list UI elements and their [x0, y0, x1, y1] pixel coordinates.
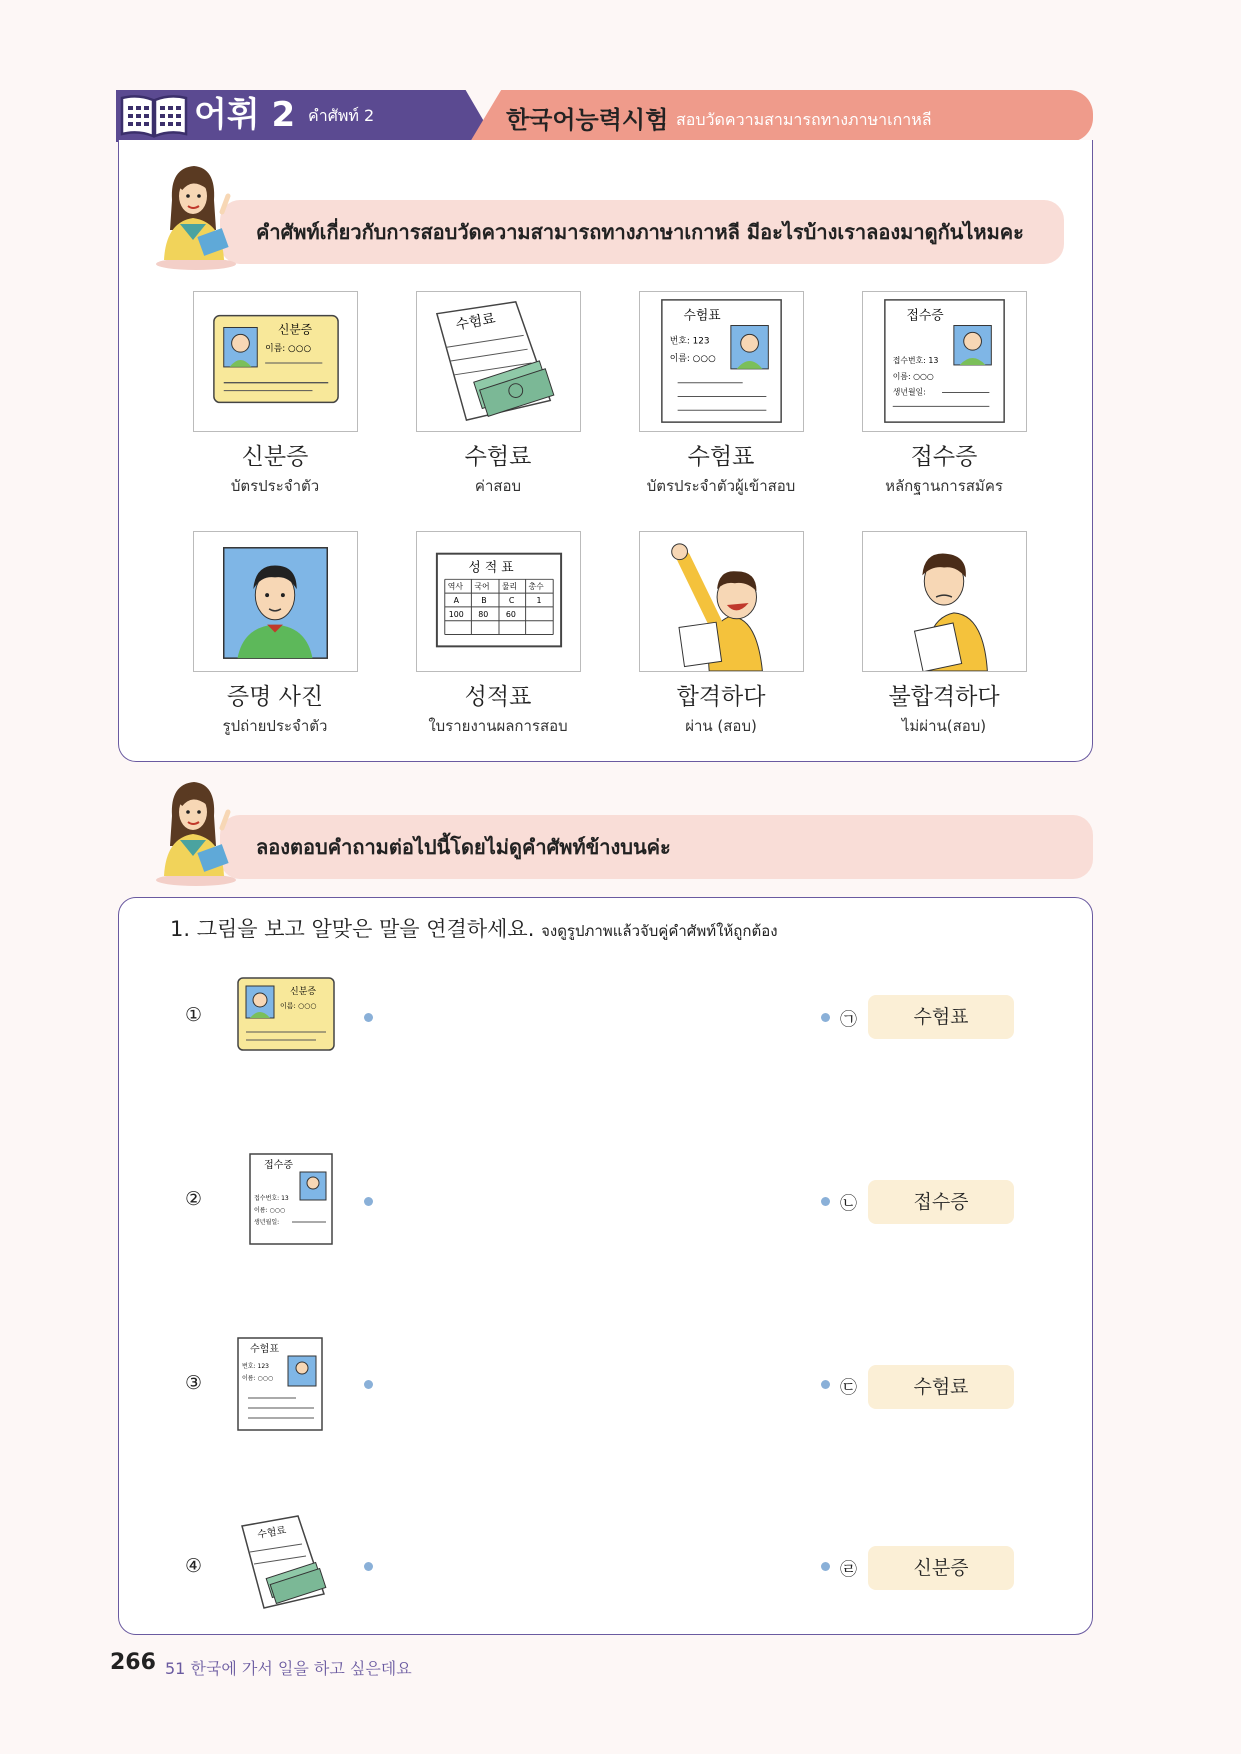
left-dot-4[interactable] [364, 1562, 373, 1571]
option-mark-4: ㉣ [840, 1560, 857, 1580]
report-r2-1: 100 [448, 609, 464, 619]
right-dot-1[interactable] [821, 1013, 830, 1022]
report-r2-3: 60 [505, 609, 516, 619]
card-fee [416, 291, 581, 432]
thumb-id-title: 신분증 [290, 987, 317, 997]
question-th: จงดูรูปภาพแล้วจับคู่คำศัพท์ให้ถูกต้อง [541, 922, 778, 940]
vocab-th-8: ไม่ผ่าน(สอบ) [901, 717, 987, 735]
intro-bubble [220, 200, 1064, 264]
thumb-ticket-no: 번호: 123 [242, 1363, 269, 1370]
right-dot-2[interactable] [821, 1197, 830, 1206]
report-card-icon [417, 532, 580, 671]
topic-subtitle: สอบวัดความสามารถทางภาษาเกาหลี [676, 110, 932, 129]
option-1[interactable]: 수험표 [868, 995, 1014, 1039]
page-number: 266 [110, 1650, 156, 1675]
left-dot-1[interactable] [364, 1013, 373, 1022]
option-3[interactable]: 수험료 [868, 1365, 1014, 1409]
card-report [416, 531, 581, 672]
card-ticket [639, 291, 804, 432]
exam-fee-icon [417, 292, 580, 431]
book-icon [118, 92, 190, 140]
card-fail [862, 531, 1027, 672]
vocab-ko-7: 합격하다 [676, 684, 766, 710]
practice-bubble [220, 815, 1093, 879]
right-dot-3[interactable] [821, 1380, 830, 1389]
report-r1-2: B [481, 595, 487, 605]
card-receipt-title: 접수증 [906, 308, 944, 324]
section-title: 어휘 2 [194, 95, 296, 135]
vocab-th-1: บัตรประจำตัว [230, 477, 320, 495]
exam-ticket-icon [640, 292, 803, 431]
report-r2-2: 80 [478, 609, 489, 619]
card-id-name: 이름: ○○○ [265, 344, 312, 355]
card-photo [193, 531, 358, 672]
item-number-1: ① [185, 1004, 203, 1026]
thumb-id-name: 이름: ○○○ [280, 1002, 317, 1010]
vocab-ko-5: 증명 사진 [226, 684, 324, 710]
report-r1-1: A [453, 595, 460, 605]
right-dot-4[interactable] [821, 1562, 830, 1571]
report-r1-3: C [508, 595, 515, 605]
vocab-ko-8: 불합격하다 [888, 684, 1000, 710]
option-2[interactable]: 접수증 [868, 1180, 1014, 1224]
teacher-icon-2 [150, 776, 242, 888]
report-col-4: 총수 [528, 582, 544, 592]
option-mark-2: ㉡ [840, 1194, 857, 1214]
intro-text: คำศัพท์เกี่ยวกับการสอบวัดความสามารถทางภาษาเกาหลี มีอะไรบ้างเราลองมาดูกันไหมคะ [256, 220, 1024, 244]
card-id-title: 신분증 [277, 322, 313, 337]
vocab-ko-4: 접수증 [910, 444, 978, 470]
teacher-icon [150, 160, 242, 272]
card-ticket-name: 이름: ○○○ [669, 354, 716, 365]
exam-fee-icon[interactable] [236, 1512, 332, 1612]
item-number-3: ③ [185, 1372, 203, 1394]
item-number-2: ② [185, 1188, 203, 1210]
vocab-ko-2: 수험료 [464, 444, 532, 470]
vocab-th-2: ค่าสอบ [474, 477, 522, 495]
card-receipt [862, 291, 1027, 432]
topic-title: 한국어능력시험 [506, 106, 669, 134]
option-mark-3: ㉢ [840, 1378, 857, 1398]
option-4[interactable]: 신분증 [868, 1546, 1014, 1590]
card-ticket-title: 수험표 [683, 308, 721, 324]
card-ticket-no: 번호: 123 [669, 336, 710, 347]
vocab-th-6: ใบรายงานผลการสอบ [428, 717, 568, 735]
question-ko: 1. 그림을 보고 알맞은 말을 연결하세요. [170, 917, 535, 941]
id-card-icon [194, 292, 357, 431]
item-number-4: ④ [185, 1555, 203, 1577]
card-receipt-no: 접수번호: 13 [892, 355, 939, 365]
card-receipt-dob: 생년월일: [892, 387, 926, 397]
vocab-th-3: บัตรประจำตัวผู้เข้าสอบ [646, 477, 796, 495]
vocab-th-7: ผ่าน (สอบ) [685, 717, 757, 735]
fail-icon [863, 532, 1026, 671]
card-fee-title: 수험료 [454, 310, 497, 334]
receipt-icon[interactable] [248, 1152, 334, 1246]
thumb-ticket-title: 수험표 [250, 1344, 279, 1355]
card-receipt-name: 이름: ○○○ [892, 371, 934, 381]
thumb-receipt-title: 접수증 [264, 1160, 293, 1171]
vocab-ko-6: 성적표 [464, 684, 532, 710]
id-card-icon[interactable] [236, 976, 336, 1052]
left-dot-3[interactable] [364, 1380, 373, 1389]
report-col-3: 물리 [501, 582, 518, 592]
thumb-receipt-dob: 생년월일: [254, 1219, 280, 1226]
vocab-th-5: รูปถ่ายประจำตัว [222, 717, 328, 735]
card-pass [639, 531, 804, 672]
thumb-ticket-name: 이름: ○○○ [242, 1375, 274, 1382]
option-mark-1: ㉠ [840, 1010, 857, 1030]
exam-ticket-icon[interactable] [236, 1336, 324, 1432]
report-r1-4: 1 [536, 595, 542, 605]
vocab-ko-1: 신분증 [241, 444, 309, 470]
vocab-th-4: หลักฐานการสมัคร [885, 477, 1003, 495]
receipt-icon [863, 292, 1026, 431]
exercise-question [170, 913, 778, 943]
section-subtitle: คำศัพท์ 2 [308, 106, 375, 125]
practice-text: ลองตอบคำถามต่อไปนี้โดยไม่ดูคำศัพท์ข้างบนค่ะ [256, 835, 671, 859]
pass-icon [640, 532, 803, 671]
thumb-receipt-no: 접수번호: 13 [254, 1195, 289, 1202]
thumb-receipt-name: 이름: ○○○ [254, 1207, 286, 1214]
report-col-2: 국어 [474, 582, 490, 592]
vocab-ko-3: 수험표 [687, 444, 755, 470]
card-report-title: 성 적 표 [468, 560, 514, 576]
report-col-1: 역사 [447, 582, 463, 592]
thumb-fee-title: 수험료 [256, 1525, 288, 1541]
photo-icon [194, 532, 357, 671]
left-dot-2[interactable] [364, 1197, 373, 1206]
card-id [193, 291, 358, 432]
chapter-title: 51 한국에 가서 일을 하고 싶은데요 [165, 1659, 412, 1678]
